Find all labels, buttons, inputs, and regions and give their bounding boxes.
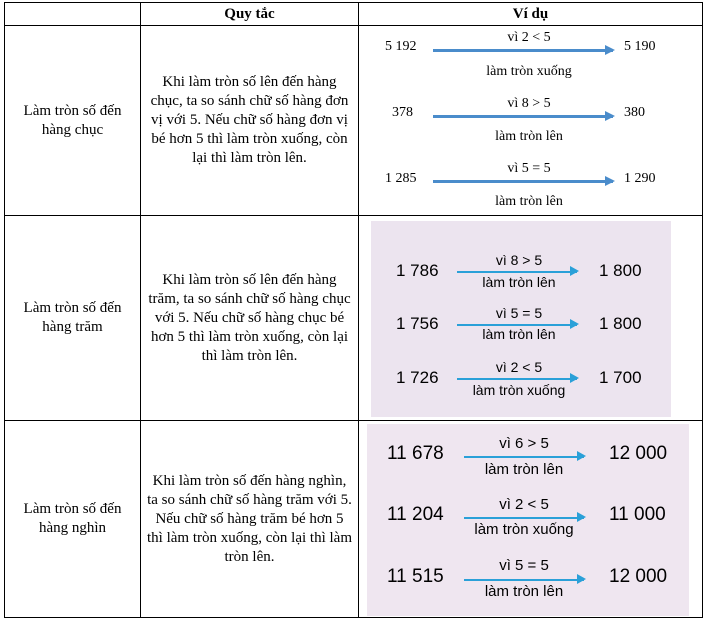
header-example: Ví dụ: [359, 3, 703, 26]
example-from: 1 756: [396, 314, 439, 333]
example-to: 12 000: [609, 443, 668, 464]
example-action: làm tròn lên: [495, 194, 563, 209]
header-row: [5, 3, 703, 26]
arrow-icon: [464, 579, 584, 581]
row-name: Làm tròn số đến hàng trăm: [23, 300, 122, 335]
row-name-cell: [5, 216, 141, 421]
row-tens: [5, 26, 703, 216]
example-condition: vì 8 > 5: [495, 252, 543, 268]
rule-text: Khi làm tròn số lên đến hàng trăm, ta so sánh chữ số hàng chục với 5. Nếu chữ số hàng chục bé hơn 5 thì làm tròn xuống, còn lại thì làm tròn lên.: [148, 271, 351, 364]
example-from: 1 285: [385, 171, 417, 186]
example-cell: [359, 26, 703, 216]
arrow-icon: [457, 378, 577, 380]
rule-cell: [141, 216, 359, 421]
example-condition: vì 2 < 5: [499, 496, 549, 513]
example-condition: vì 6 > 5: [499, 435, 549, 452]
rounding-rules-table: [4, 2, 703, 618]
example-from: 1 726: [396, 368, 439, 387]
row-name-cell: [5, 26, 141, 216]
example-condition: vì 2 < 5: [507, 30, 551, 45]
example-to: 5 190: [624, 39, 656, 54]
example-to: 11 000: [609, 504, 666, 525]
rule-text: Khi làm tròn số đến hàng nghìn, ta so sánh chữ số hàng trăm với 5. Nếu chữ số hàng trăm bé hơn 5 thì làm tròn xuống, còn lại thì làm tròn lên.: [147, 472, 352, 565]
example-action: làm tròn xuống: [486, 64, 572, 79]
example-to: 1 290: [624, 171, 656, 186]
example-action: làm tròn lên: [495, 129, 563, 144]
example-to: 1 800: [599, 261, 642, 280]
example-condition: vì 5 = 5: [495, 305, 543, 321]
example-action: làm tròn lên: [484, 583, 564, 600]
arrow-icon: [464, 456, 584, 458]
example-cell: [359, 421, 703, 618]
header-rule: Quy tắc: [141, 3, 359, 26]
row-hundreds: [5, 216, 703, 421]
rule-cell: [141, 421, 359, 618]
example-to: 380: [624, 105, 645, 120]
example-to: 12 000: [609, 566, 668, 587]
example-from: 11 678: [387, 443, 444, 464]
rule-cell: [141, 26, 359, 216]
arrow-icon: [457, 271, 577, 273]
example-action: làm tròn xuống: [472, 382, 566, 398]
arrow-icon: [464, 517, 584, 519]
row-name: Làm tròn số đến hàng chục: [23, 102, 122, 138]
example-action: làm tròn xuống: [474, 521, 574, 538]
example-from: 378: [392, 105, 413, 120]
example-action: làm tròn lên: [484, 461, 564, 478]
example-action: làm tròn lên: [482, 326, 556, 342]
example-cell: [359, 216, 703, 421]
example-from: 11 515: [387, 566, 444, 587]
arrow-icon: [433, 49, 613, 52]
header-empty: [5, 3, 141, 26]
example-condition: vì 2 < 5: [495, 359, 543, 375]
row-thousands: [5, 421, 703, 618]
arrow-icon: [433, 180, 613, 183]
example-condition: vì 8 > 5: [507, 96, 551, 111]
example-to: 1 700: [599, 368, 642, 387]
example-from: 5 192: [385, 39, 417, 54]
example-to: 1 800: [599, 314, 642, 333]
rule-text: Khi làm tròn số lên đến hàng chục, ta so sánh chữ số hàng đơn vị với 5. Nếu chữ số hàng đơn vị bé hơn 5 thì làm tròn xuống, còn lại thì làm tròn lên.: [150, 74, 349, 166]
arrow-icon: [433, 115, 613, 118]
example-condition: vì 5 = 5: [507, 161, 551, 176]
row-name: Làm tròn số đến hàng nghìn: [23, 501, 122, 536]
example-condition: vì 5 = 5: [499, 557, 549, 574]
example-from: 11 204: [387, 504, 444, 525]
example-from: 1 786: [396, 261, 439, 280]
example-action: làm tròn lên: [482, 274, 556, 290]
row-name-cell: [5, 421, 141, 618]
